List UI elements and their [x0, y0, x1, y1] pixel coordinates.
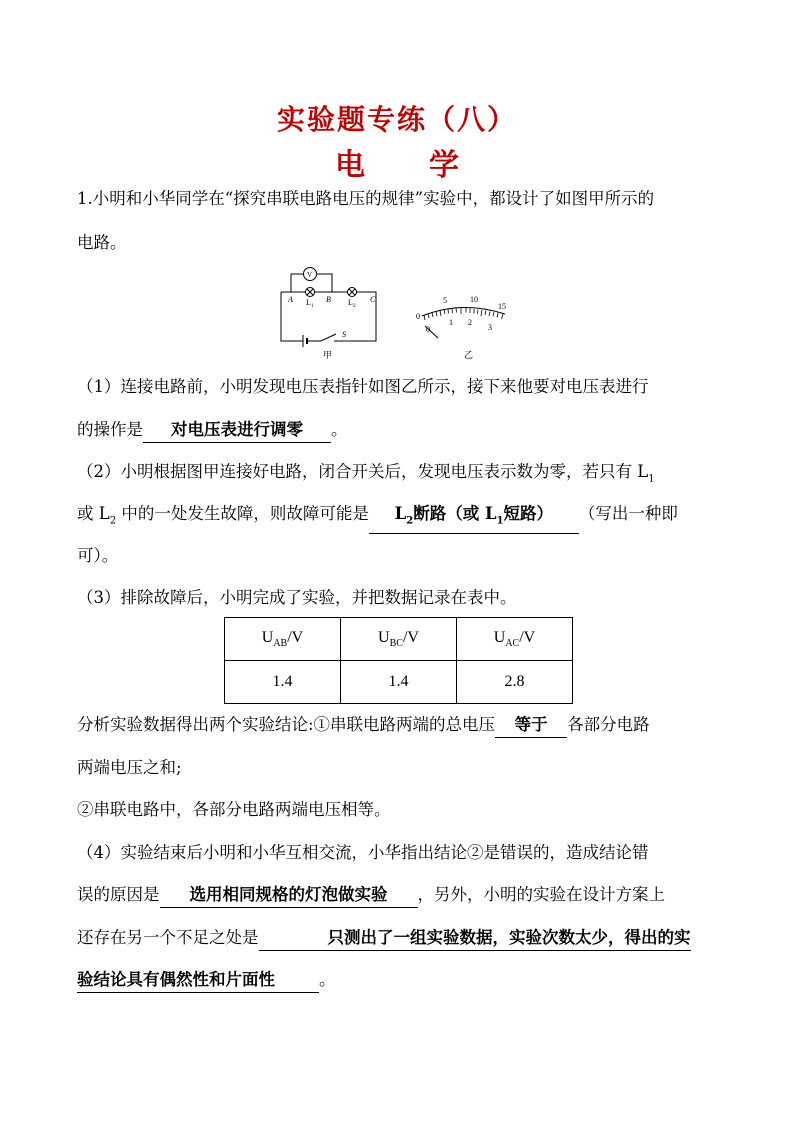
meter-tick-top-15: 15: [498, 302, 506, 311]
part2-text-b1: 或 L: [77, 504, 110, 523]
part2-sub-b: 2: [109, 515, 117, 527]
bulb-l2-label: L: [348, 298, 353, 307]
meter-tick-bottom-2: 2: [468, 318, 472, 327]
part1-line-2: [77, 418, 348, 443]
part4-prompt: 误的原因是: [77, 885, 160, 904]
conclusion-line-2: 两端电压之和;: [77, 758, 182, 777]
part1-end: 。: [331, 420, 348, 439]
question-intro-line-2: 电路。: [77, 233, 127, 252]
part4-answer-2-blank: [259, 926, 691, 951]
figure-yi-label: 乙: [464, 351, 474, 361]
conclusion-2-line: ②串联电路中，各部分电路两端电压相等。: [77, 800, 391, 819]
point-a-label: A: [288, 295, 293, 304]
meter-tick-top-5: 5: [443, 296, 447, 305]
meter-tick-top-0: 0: [416, 312, 420, 321]
conclusion-answer: 等于: [514, 715, 548, 734]
part2-line-1: [77, 460, 655, 491]
part1-answer-blank: [143, 418, 331, 443]
part1-prompt: 的操作是: [77, 420, 143, 439]
part4-prompt-2: 还存在另一个不足之处是: [77, 928, 259, 947]
part3-line-1: （3）排除故障后，小明完成了实验，并把数据记录在表中。: [77, 588, 517, 607]
figure-jia-label: 甲: [323, 351, 333, 361]
page-subtitle: [0, 140, 794, 184]
table-cell-uab: 1.4: [225, 661, 341, 704]
voltmeter-scale-yi: [410, 288, 520, 364]
bulb-l2-subscript: 2: [353, 304, 356, 309]
part4-line-3: [77, 926, 691, 951]
part4-answer-1: 选用相同规格的灯泡做实验: [189, 885, 388, 904]
table-row: [225, 661, 573, 704]
part4-end: 。: [319, 970, 336, 989]
table-cell-ubc: 1.4: [341, 661, 457, 704]
conclusion-line-1: [77, 713, 650, 738]
part2-text-b2: 中的一处发生故障，则故障可能是: [116, 504, 369, 523]
part4-line-2: [77, 883, 665, 908]
switch-label: S: [342, 330, 346, 339]
voltmeter-label: V: [307, 271, 313, 279]
conclusion-answer-blank: [495, 713, 567, 738]
bulb-l1-subscript: 1: [311, 304, 314, 309]
part4-line-1: （4）实验结束后小明和小华互相交流，小华指出结论②是错误的，造成结论错: [77, 843, 649, 862]
table-header-row: [225, 618, 573, 661]
table-header-uab: $U_{AB}/V$: [225, 618, 341, 661]
meter-tick-bottom-1: 1: [449, 318, 453, 327]
table-header-uac: $U_{AC}/V$: [457, 618, 573, 661]
point-c-label: C: [370, 295, 376, 304]
part4-answer-2b-blank: [77, 968, 319, 993]
part1-answer: 对电压表进行调零: [171, 420, 303, 439]
meter-tick-bottom-3: 3: [488, 323, 492, 332]
switch-lever: [321, 334, 336, 341]
subtitle-char-2: 学: [429, 148, 459, 183]
circuit-diagram-jia: [276, 262, 386, 362]
data-table: [224, 617, 573, 704]
point-b-label: B: [326, 295, 331, 304]
table-header-ubc: $U_{BC}/V$: [341, 618, 457, 661]
part2-line-3: 可）。: [77, 546, 119, 565]
part2-sub-a: 1: [648, 473, 655, 485]
part2-line-2: [77, 502, 678, 534]
part4-answer-2b: 验结论具有偶然性和片面性: [77, 970, 275, 989]
part2-answer-blank: [369, 502, 579, 534]
part1-line-1: （1）连接电路前，小明发现电压表指针如图乙所示，接下来他要对电压表进行: [77, 377, 649, 396]
meter-tick-top-10: 10: [470, 295, 478, 304]
part2-tail: （写出一种即: [578, 504, 678, 523]
meter-tick-bottom-0: 0: [426, 325, 430, 334]
part4-text-b-end: ，另外，小明的实验在设计方案上: [417, 885, 665, 904]
bulb-l1-label: L: [306, 298, 311, 307]
part4-answer-2a: 只测出了一组实验数据，实验次数太少，得出的实: [327, 928, 691, 947]
part4-answer-1-blank: [160, 883, 418, 908]
part2-text-a: （2）小明根据图甲连接好电路，闭合开关后，发现电压表示数为零，若只有 L: [77, 462, 649, 481]
part2-answer: $L_2$断路（或 $L_1$短路）: [394, 504, 554, 527]
subtitle-char-1: 电: [335, 148, 365, 183]
table-cell-uac: 2.8: [457, 661, 573, 704]
page-title: 实验题专练（八）: [276, 103, 517, 136]
conclusion-text: 分析实验数据得出两个实验结论:①串联电路两端的总电压: [77, 715, 496, 734]
conclusion-text-end: 各部分电路: [567, 715, 650, 734]
question-intro-line-1: 1.小明和小华同学在“探究串联电路电压的规律”实验中，都设计了如图甲所示的: [77, 189, 655, 208]
part4-line-4: [77, 968, 336, 993]
